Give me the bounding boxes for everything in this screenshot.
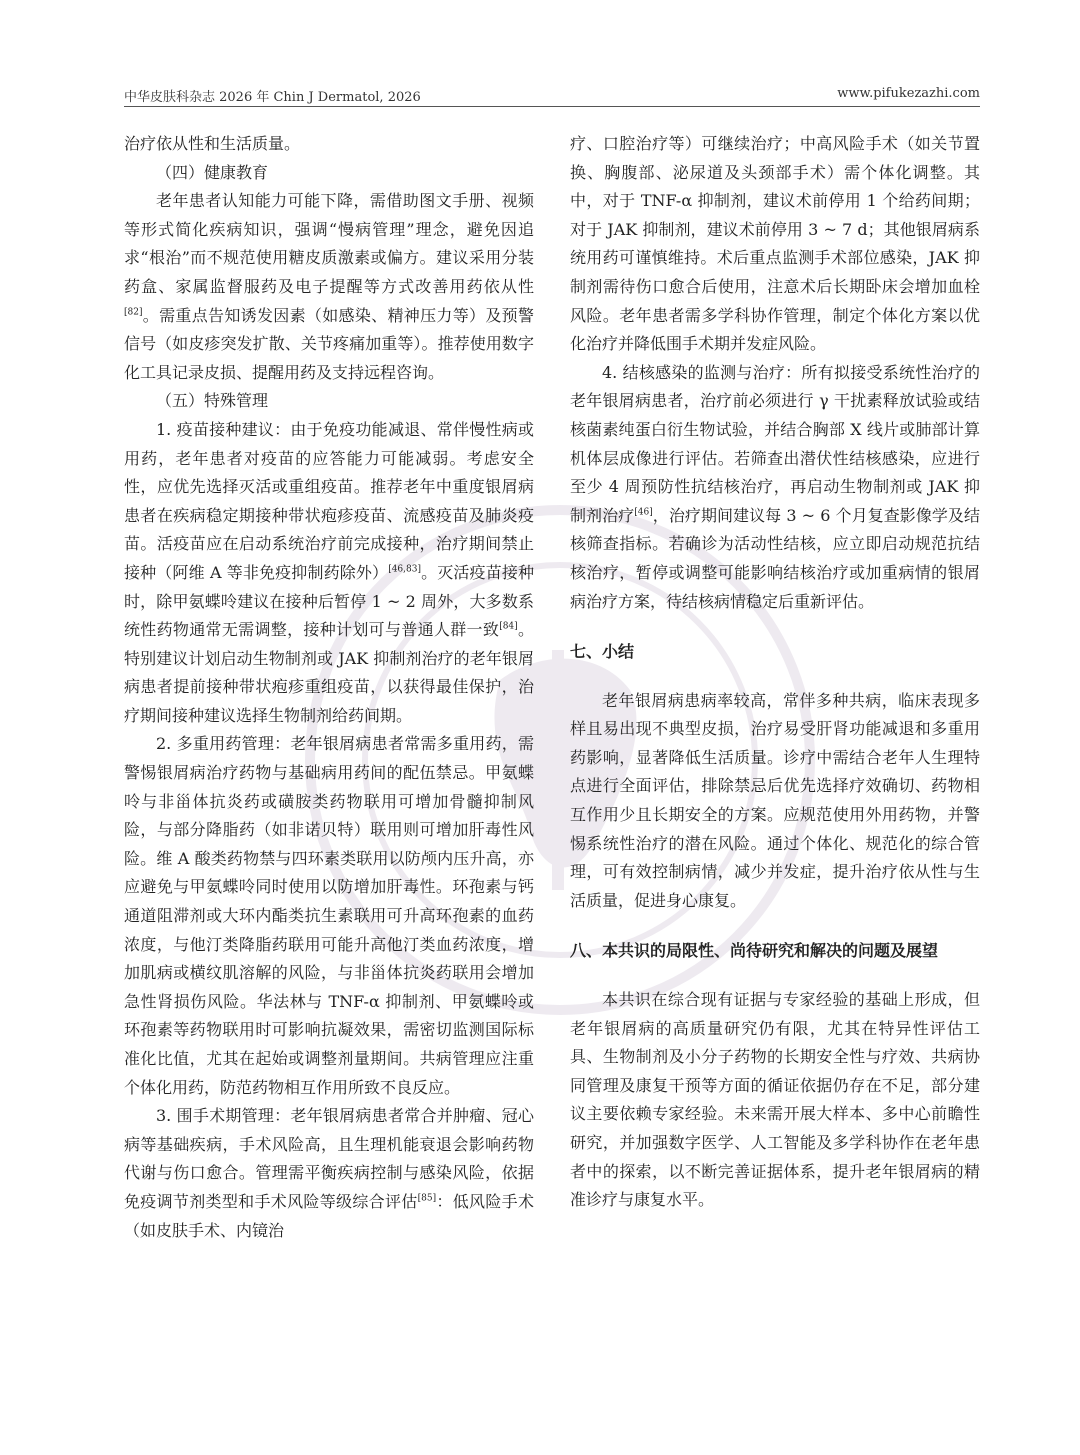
paragraph-perioperative: 3. 围手术期管理：老年银屑病患者常合并肿瘤、冠心病等基础疾病，手术风险高，且生理机能衰退会影响药物代谢与伤口愈合。管理需平衡疾病控制与感染风险，依据免疫调节剂类型和手术风险等级综合评估[85]：低风险手术（如皮肤手术、内镜治 [124,1106,534,1240]
subsection-heading-health-education: （四）健康教育 [156,162,269,182]
section-heading-summary: 七、小结 [570,642,635,662]
paragraph-tuberculosis: 4. 结核感染的监测与治疗：所有拟接受系统性治疗的老年银屑病患者，治疗前必须进行 γ 干扰素释放试验或结核菌素纯蛋白衍生物试验，并结合胸部 X 线片或肺部计算机体层成像进行评估。若筛查出潜伏性结核感染，应进行至少 4 周预防性抗结核治疗，再启动生物制剂或 JAK 抑制剂治疗[46]，治疗期间建议每 3 ~ 6 个月复查影像学及结核筛查指标。若确诊为活动性结核，应立即启动规范抗结核治疗，暂停或调整可能影响结核治疗或加重病情的银屑病治疗方案，待结核病情稳定后重新评估。 [570,362,980,611]
journal-url[interactable]: www.pifukezazhi.com [837,86,980,101]
citation-ref[interactable]: [84] [499,621,518,632]
paragraph-limitations: 本共识在综合现有证据与专家经验的基础上形成，但老年银屑病的高质量研究仍有限，尤其在特异性评估工具、生物制剂及小分子药物的长期安全性与疗效、共病协同管理及康复干预等方面的循证依据仍存在不足，部分建议主要依赖专家经验。未来需开展大样本、多中心前瞻性研究，并加强数字医学、人工智能及多学科协作在老年患者中的探索，以不断完善证据体系，提升老年银屑病的精准诊疗与康复水平。 [570,990,980,1210]
paragraph-polypharmacy: 2. 多重用药管理：老年银屑病患者常需多重用药，需警惕银屑病治疗药物与基础病用药间的配伍禁忌。甲氨蝶呤与非甾体抗炎药或磺胺类药物联用可增加骨髓抑制风险，与部分降脂药（如非诺贝特）联用则可增加肝毒性风险。维 A 酸类药物禁与四环素类联用以防颅内压升高，亦应避免与甲氨蝶呤同时使用以防增加肝毒性。环孢素与钙通道阻滞剂或大环内酯类抗生素联用可升高环孢素的血药浓度，与他汀类降脂药联用可能升高他汀类血药浓度，增加肌病或横纹肌溶解的风险，与非甾体抗炎药联用会增加急性肾损伤风险。华法林与 TNF-α 抑制剂、甲氨蝶呤或环孢素等药物联用时可影响抗凝效果，需密切监测国际标准化比值，尤其在起始或调整剂量期间。共病管理应注重个体化用药，防范药物相互作用所致不良反应。 [124,734,534,1097]
running-header [124,84,980,107]
citation-ref[interactable]: [85] [417,1193,437,1204]
subsection-heading-special-management: （五）特殊管理 [156,391,269,411]
citation-ref[interactable]: [46] [634,507,653,518]
right-column [570,130,980,1215]
paragraph-vaccination: 1. 疫苗接种建议：由于免疫功能减退、常伴慢性病或用药，老年患者对疫苗的应答能力可能减弱。考虑安全性，应优先选择灭活或重组疫苗。推荐老年中重度银屑病患者在疾病稳定期接种带状疱疹疫苗、流感疫苗及肺炎疫苗。活疫苗应在启动系统治疗前完成接种，治疗期间禁止接种（阿维 A 等非免疫抑制药除外）[46,83]。灭活疫苗接种时，除甲氨蝶呤建议在接种后暂停 1 ~ 2 周外，大多数系统性药物通常无需调整，接种计划可与普通人群一致[84]。特别建议计划启动生物制剂或 JAK 抑制剂治疗的老年银屑病患者提前接种带状疱疹重组疫苗，以获得最佳保护，治疗期间接种建议选择生物制剂给药间期。 [124,419,534,725]
left-column [124,130,534,1245]
paragraph-health-education: 老年患者认知能力可能下降，需借助图文手册、视频等形式简化疾病知识，强调“慢病管理”理念，避免因追求“根治”而不规范使用糖皮质激素或偏方。建议采用分装药盒、家属监督服药及电子提醒等方式改善用药依从性[82]。需重点告知诱发因素（如感染、精神压力等）及预警信号（如皮疹突发扩散、关节疼痛加重等）。推荐使用数字化工具记录皮损、提醒用药及支持远程咨询。 [124,191,534,382]
citation-ref[interactable]: [46,83] [388,564,421,575]
paragraph-summary: 老年银屑病患病率较高，常伴多种共病，临床表现多样且易出现不典型皮损，治疗易受肝肾功能减退和多重用药影响，显著降低生活质量。诊疗中需结合老年人生理特点进行全面评估，排除禁忌后优先选择疗效确切、药物相互作用少且长期安全的方案。应规范使用外用药物，并警惕系统性治疗的潜在风险。通过个体化、规范化的综合管理，可有效控制病情，减少并发症，提升治疗依从性与生活质量，促进身心康复。 [570,690,980,910]
paragraph-perioperative-continued: 疗、口腔治疗等）可继续治疗；中高风险手术（如关节置换、胸腹部、泌尿道及头颈部手术）需个体化调整。其中，对于 TNF-α 抑制剂，建议术前停用 1 个给药间期；对于 JAK 抑制剂，建议术前停用 3 ~ 7 d；其他银屑病系统用药可谨慎维持。术后重点监测手术部位感染，JAK 抑制剂需待伤口愈合后使用，注意术后长期卧床会增加血栓风险。老年患者需多学科协作管理，制定个体化方案以优化治疗并降低围手术期并发症风险。 [570,134,980,354]
section-heading-limitations: 八、本共识的局限性、尚待研究和解决的问题及展望 [570,941,939,961]
journal-citation: 中华皮肤科杂志 2026 年 Chin J Dermatol, 2026 [124,90,421,105]
citation-ref[interactable]: [82] [124,307,143,318]
paragraph: 治疗依从性和生活质量。 [124,134,301,153]
